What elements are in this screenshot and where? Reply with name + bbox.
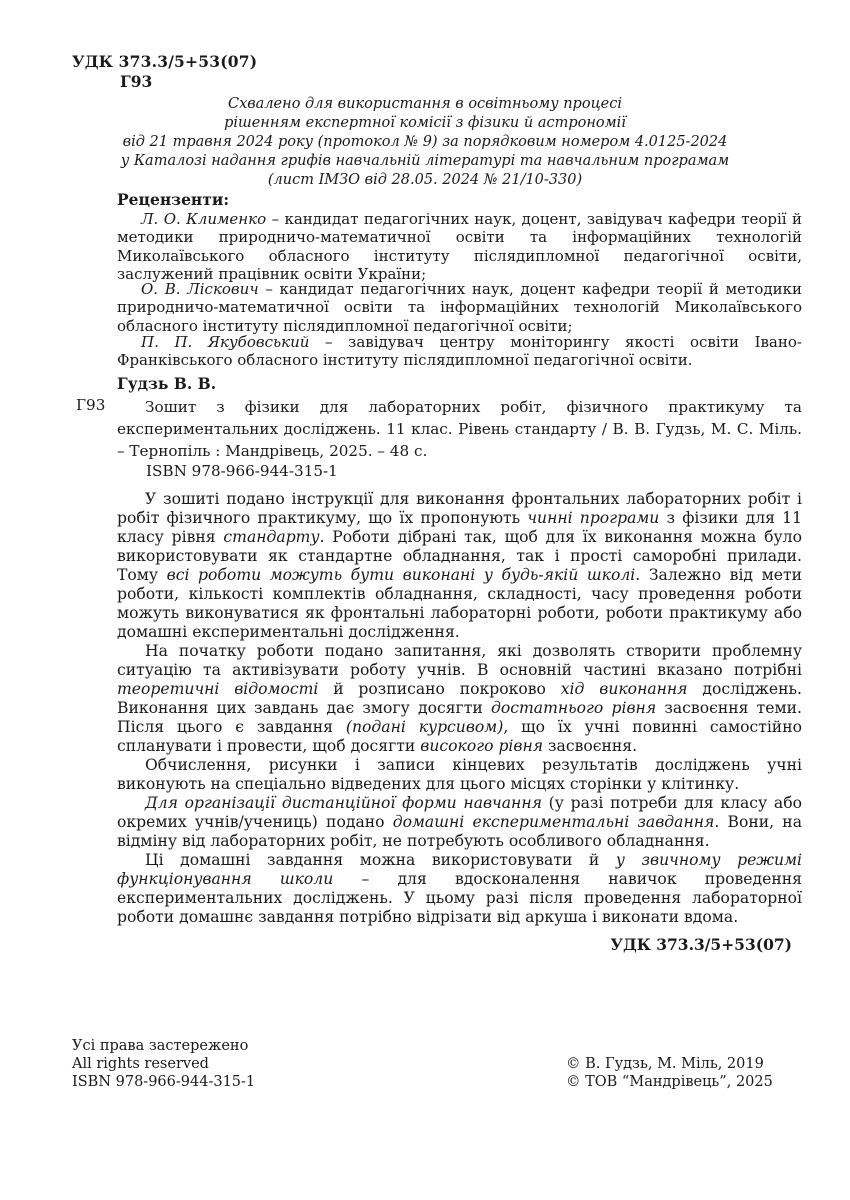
reviewer-entry [117,280,802,335]
annotation-paragraph [117,851,802,927]
copyright-block [566,1055,773,1091]
approval-notice [100,95,750,190]
annotation-paragraph [117,642,802,756]
emphasis-text: стандарту [223,528,320,546]
body-text: з фізики для 11 класу рівня [117,509,803,546]
rights-reserved-en: All rights reserved [72,1056,209,1072]
udk-code: УДК 373.3/5+53(07) [72,52,258,71]
bibliographic-description: Зошит з фізики для лабораторних робіт, фізичного практикуму та експериментальних досліджень. 11 клас. Рівень стандарту / В. В. Гудзь, М. С. Міль. – Тернопіль : Мандрівець, 2025. – 48 с. [117,398,802,460]
reviewer-description: – завідувач центру моніторингу якості освіти Івано-Франківського обласного інституту післядипломної педагогічної освіти. [117,333,802,370]
annotation-paragraph [117,794,802,851]
author-heading: Гудзь В. В. [117,374,217,393]
emphasis-text: всі роботи можуть бути виконані у будь-якій школі [166,566,636,584]
copyright-publisher: © ТОВ “Мандрівець”, 2025 [566,1074,773,1090]
emphasis-text: домашні експериментальні завдання [392,813,715,831]
copyright-authors: © В. Гудзь, М. Міль, 2019 [566,1056,764,1072]
rights-reserved-ua: Усі права застережено [72,1038,249,1054]
reviewer-name: О. В. Лiскович [141,280,259,298]
body-text: (у разі потреби для класу або окремих учнів/учениць) подано [117,794,802,831]
body-text: У зошиті подано інструкції для виконання фронтальних лабораторних робіт і робіт фізичного практикуму, що їх пропонують [117,490,802,527]
annotation [117,490,802,927]
body-text: засвоєння. [543,737,638,755]
author-index-code-side: Г93 [76,396,106,414]
author-index-code: Г93 [120,72,153,91]
body-text: , що їх учні повинні самостійно спланувати і провести, щоб досягти [117,718,802,755]
emphasis-text: Для організації дистанційної форми навчання [145,794,542,812]
reviewer-description: – кандидат педагогічних наук, доцент, завідувач кафедри теорії й методики природничо-математичної освіти та інформаційних технологій Миколаївського обласного інституту післядипломної педагогічної освіти, заслужений працівник освіти України; [117,210,803,284]
approval-line: у Каталозі надання грифів навчальній літературі та навчальним програмам [120,153,730,169]
body-text: . Залежно від мети роботи, кількості комплектів обладнання, складності, часу проведення роботи можуть виконуватися як фронтальні лабораторні роботи, роботи практикуму або домашні експериментальні дослідження. [117,566,802,641]
reviewer-name: Л. О. Клименко [141,210,267,228]
reviewer-entry [117,333,802,370]
body-text: На початку роботи подано запитання, які дозволять створити проблемну ситуацію та активізувати роботу учнів. В основній частині вказано потрібні [117,642,802,679]
approval-line: (лист ІМЗО від 28.05. 2024 № 21/10-330) [267,172,583,188]
body-text: Ці домашні завдання можна використовувати й [145,851,616,869]
body-text: досліджень. Виконання цих завдань дає змогу досягти [117,680,802,717]
udk-code-bottom: УДК 373.3/5+53(07) [610,935,792,954]
isbn-footer: ISBN 978-966-944-315-1 [72,1074,256,1090]
rights-block [72,1037,255,1091]
reviewer-description: – кандидат педагогічних наук, доцент кафедри теорії й методики природничо-математичної освіти та інформаційних технологій Миколаївського обласного інституту післядипломної педагогічної освіти; [117,280,802,335]
approval-line: рішенням експертної комісії з фізики й астрономії [224,115,626,131]
emphasis-text: (подані курсивом) [345,718,504,736]
body-text: . Вони, на відміну від лабораторних робіт, не потребують особливого обладнання. [117,813,802,850]
emphasis-text: високого рівня [420,737,544,755]
emphasis-text: хід виконання [560,680,688,698]
body-text: й розписано покроково [318,680,561,698]
reviewers-heading: Рецензенти: [117,190,230,209]
annotation-paragraph [117,756,802,794]
approval-line: від 21 травня 2024 року (протокол № 9) за порядковим номером 4.0125-2024 [122,134,728,150]
emphasis-text: достатнього рівня [490,699,657,717]
reviewer-name: П. П. Якубовський [141,333,310,351]
emphasis-text: у звичному режимі функціонування школи [117,851,802,888]
reviewer-entry [117,210,802,284]
annotation-paragraph [117,490,802,642]
body-text: – для вдосконалення навичок проведення експериментальних досліджень. У цьому разі після проведення лабораторної роботи домашнє завдання потрібно відрізати від аркуша і виконати вдома. [117,870,802,926]
approval-line: Схвалено для використання в освітньому процесі [227,96,623,112]
body-text: Обчислення, рисунки і записи кінцевих результатів досліджень учні виконують на спеціально відведених для цього місцях сторінки у клітинку. [117,756,802,793]
isbn: ISBN 978-966-944-315-1 [146,462,338,480]
emphasis-text: теоретичні відомості [117,680,319,698]
body-text: . Роботи дібрані так, щоб для їх виконання можна було використовувати як стандартне обладнання, так і прості саморобні прилади. Тому [117,528,802,584]
emphasis-text: чинні програми [527,509,660,527]
body-text: засвоєння теми. Після цього є завдання [117,699,802,736]
